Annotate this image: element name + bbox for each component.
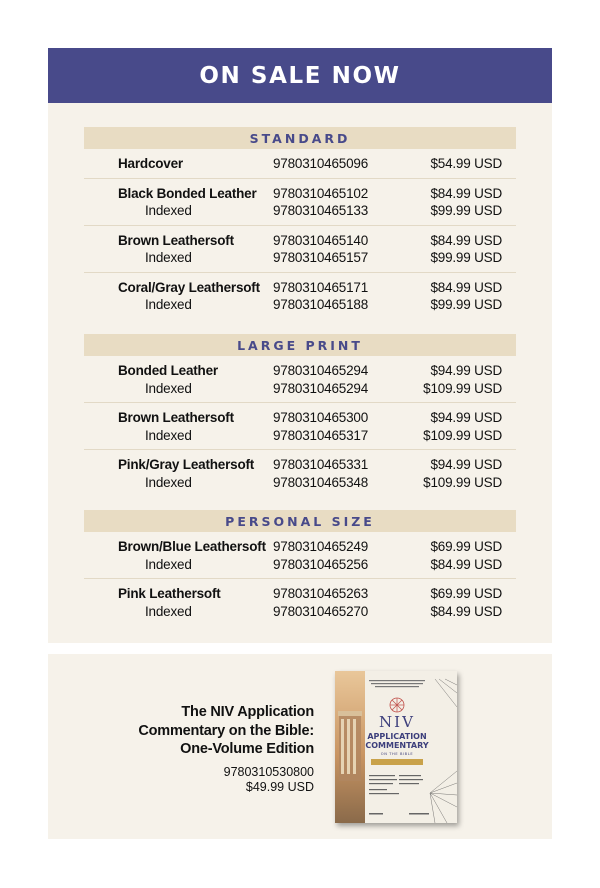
product-group: [84, 273, 516, 319]
sale-panel: [48, 48, 552, 643]
product-price: $69.99 USD: [430, 539, 502, 555]
featured-isbn: 9780310530800: [223, 764, 314, 779]
product-name: Brown Leathersoft: [118, 232, 234, 248]
product-row: [84, 249, 516, 267]
product-price: $94.99 USD: [430, 457, 502, 473]
product-name: Indexed: [145, 603, 192, 619]
product-row: [84, 296, 516, 314]
product-group: [84, 179, 516, 226]
section-heading: LARGE PRINT: [84, 334, 516, 356]
product-group: [84, 532, 516, 579]
section-standard: [84, 127, 516, 319]
product-isbn: 9780310465263: [273, 586, 369, 602]
product-name: Indexed: [145, 474, 192, 490]
cover-title-line: COMMENTARY: [365, 741, 429, 750]
product-isbn: 9780310465188: [273, 297, 369, 313]
section-heading: STANDARD: [84, 127, 516, 149]
product-name: Coral/Gray Leathersoft: [118, 279, 260, 295]
product-name: Brown Leathersoft: [118, 410, 234, 426]
product-row: [84, 185, 516, 203]
product-name: Indexed: [145, 297, 192, 313]
product-row: [84, 427, 516, 445]
product-price: $94.99 USD: [430, 410, 502, 426]
product-isbn: 9780310465256: [273, 556, 369, 572]
product-row: [84, 585, 516, 603]
product-row: [84, 279, 516, 297]
product-price: $69.99 USD: [430, 586, 502, 602]
product-row: [84, 456, 516, 474]
cover-gold-band: [371, 759, 423, 765]
product-group: [84, 356, 516, 403]
banner-title: ON SALE NOW: [199, 62, 401, 89]
product-price: $99.99 USD: [430, 250, 502, 266]
product-name: Indexed: [145, 250, 192, 266]
cover-emblem-icon: [390, 698, 404, 712]
product-isbn: 9780310465171: [273, 279, 369, 295]
product-name: Indexed: [145, 203, 192, 219]
featured-price: $49.99 USD: [245, 779, 314, 794]
product-group: [84, 226, 516, 273]
product-price: $94.99 USD: [430, 363, 502, 379]
product-group: [84, 579, 516, 625]
product-isbn: 9780310465300: [273, 410, 369, 426]
product-name: Indexed: [145, 556, 192, 572]
product-isbn: 9780310465317: [273, 427, 369, 443]
product-price: $54.99 USD: [430, 156, 502, 172]
section-large-print: [84, 334, 516, 496]
product-row: [84, 538, 516, 556]
section-heading: PERSONAL SIZE: [84, 510, 516, 532]
featured-title-line: The NIV Application: [181, 704, 314, 720]
product-name: Brown/Blue Leathersoft: [118, 539, 266, 555]
product-price: $84.99 USD: [430, 279, 502, 295]
product-row: [84, 474, 516, 492]
product-isbn: 9780310465294: [273, 380, 369, 396]
product-group: [84, 450, 516, 496]
book-cover-art: [335, 671, 457, 823]
product-isbn: 9780310465157: [273, 250, 369, 266]
product-isbn: 9780310465140: [273, 232, 369, 248]
product-row: [84, 155, 516, 173]
book-cover-image: [335, 671, 457, 823]
sale-banner: [48, 48, 552, 103]
product-price: $84.99 USD: [430, 556, 502, 572]
product-row: [84, 409, 516, 427]
section-personal-size: [84, 510, 516, 625]
product-price: $84.99 USD: [430, 185, 502, 201]
product-isbn: 9780310465249: [273, 539, 369, 555]
product-isbn: 9780310465331: [273, 457, 369, 473]
featured-product-details: [94, 703, 314, 795]
product-isbn: 9780310465294: [273, 363, 369, 379]
product-price: $109.99 USD: [423, 474, 502, 490]
product-name: Indexed: [145, 380, 192, 396]
featured-product: [48, 654, 552, 839]
product-name: Black Bonded Leather: [118, 185, 257, 201]
product-isbn: 9780310465348: [273, 474, 369, 490]
product-name: Indexed: [145, 427, 192, 443]
product-name: Bonded Leather: [118, 363, 218, 379]
cover-blurb: [369, 680, 425, 687]
product-group: [84, 403, 516, 450]
product-name: Pink/Gray Leathersoft: [118, 457, 255, 473]
product-group: [84, 149, 516, 179]
cover-brand: NIV: [379, 713, 415, 731]
product-name: Pink Leathersoft: [118, 586, 221, 602]
product-price: $109.99 USD: [423, 427, 502, 443]
cover-subtitle: ON THE BIBLE: [380, 752, 414, 756]
product-row: [84, 232, 516, 250]
product-row: [84, 603, 516, 621]
product-row: [84, 362, 516, 380]
product-row: [84, 380, 516, 398]
featured-title-line: One-Volume Edition: [180, 741, 314, 757]
product-price: $84.99 USD: [430, 603, 502, 619]
product-isbn: 9780310465270: [273, 603, 369, 619]
product-price: $99.99 USD: [430, 203, 502, 219]
featured-title-line: Commentary on the Bible:: [138, 722, 314, 739]
featured-title: [94, 703, 314, 759]
product-isbn: 9780310465096: [273, 156, 369, 172]
product-row: [84, 556, 516, 574]
product-isbn: 9780310465133: [273, 203, 369, 219]
product-price: $109.99 USD: [423, 380, 502, 396]
cover-title-line: APPLICATION: [367, 732, 427, 741]
product-name: Hardcover: [118, 156, 183, 172]
product-price: $99.99 USD: [430, 297, 502, 313]
product-price: $84.99 USD: [430, 232, 502, 248]
product-isbn: 9780310465102: [273, 185, 369, 201]
product-row: [84, 202, 516, 220]
